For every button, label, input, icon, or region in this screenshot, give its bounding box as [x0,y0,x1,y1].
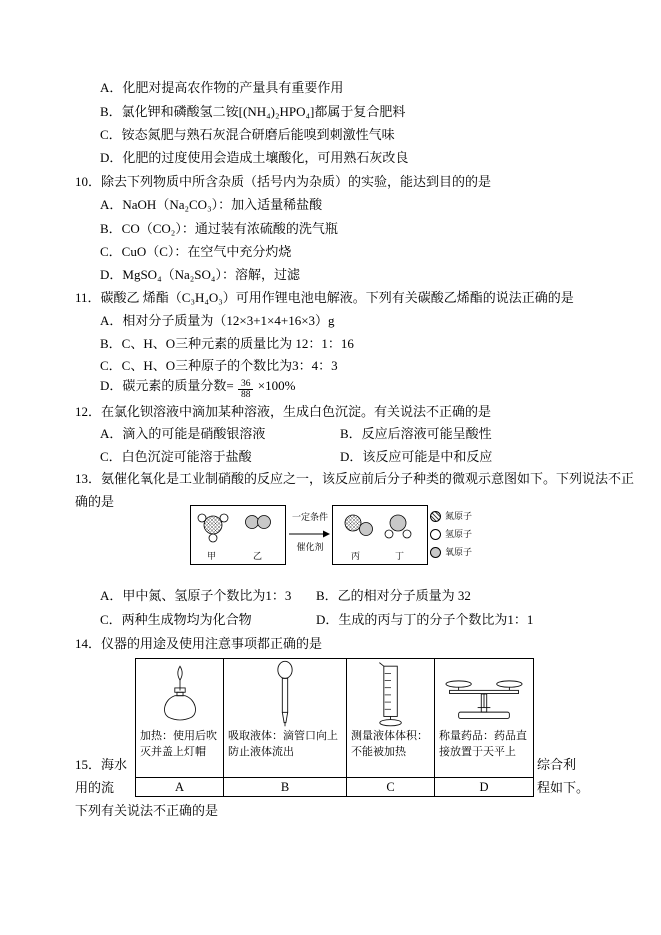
fraction-numerator: 36 [238,379,254,390]
q9-option-a: A．化肥对提高农作物的产量具有重要作用 [100,80,344,95]
q13-reactants-box [190,505,286,565]
q10-stem: 10．除去下列物质中所含杂质（括号内为杂质）的实验，能达到目的的是 [75,174,492,189]
label-ding: 丁 [395,551,405,561]
reaction-arrow-icon [289,529,331,539]
label-jia: 甲 [207,551,217,561]
q15-frag-right2: 程如下。 [537,780,590,795]
cell-b [224,659,347,778]
dropper-icon [224,659,346,729]
cell-a [136,659,224,778]
q11-stem: 11．碳酸乙 烯酯（C₃H₄O₃）可用作锂电池电解液。下列有关碳酸乙烯酯的说法正确的是 [75,290,574,305]
product-molecules-icon [333,506,427,564]
q13-stem-line2: 确的是 [75,494,115,509]
cell-c-text: 测量液体体积：不能被加热 [351,730,428,758]
q9-option-b: B．氯化钾和磷酸氢二铵[(NH₄)₂HPO₄]都属于复合肥料 [100,104,406,119]
q13-option-b: B．乙的相对分子质量为 32 [316,588,471,603]
oxygen-legend-label: 氧原子 [445,546,473,557]
q9-option-d: D．化肥的过度使用会造成土壤酸化，可用熟石灰改良 [100,150,409,165]
q12-stem: 12．在氯化钡溶液中滴加某种溶液，生成白色沉淀。有关说法不正确的是 [75,404,492,419]
q10-option-c: C．CuO（C）：在空气中充分灼烧 [100,244,292,259]
q11-option-b: B．C、H、O三种元素的质量比为 12：1：16 [100,336,354,351]
q15-frag-left2: 用的流 [75,780,115,795]
q15-last-line: 下列有关说法不正确的是 [75,803,219,818]
equipment-row [136,659,534,778]
nitrogen-atom-icon [430,511,441,522]
cell-d-text: 称量药品：药品直接放置于天平上 [439,730,527,758]
q10-option-a: A．NaOH（Na₂CO₃）：加入适量稀盐酸 [100,197,323,212]
atom-legend [430,507,472,561]
q12-option-d: D．该反应可能是中和反应 [340,449,493,464]
letter-row [136,778,534,797]
q9-option-c: C．铵态氮肥与熟石灰混合研磨后能嗅到刺激性气味 [100,127,395,142]
q14-stem: 14．仪器的用途及使用注意事项都正确的是 [75,636,323,651]
q15-frag-right1: 综合利 [537,757,577,772]
oxygen-atom-icon [430,547,441,558]
q10-option-b: B．CO（CO₂）：通过装有浓硫酸的洗气瓶 [100,221,338,236]
cell-d [435,659,534,778]
q13-option-a: A．甲中氮、氢原子个数比为1：3 [100,588,292,603]
q11-option-d [100,378,295,400]
reactant-molecules-icon [191,506,285,564]
q15-frag-left1: 15．海水 [75,757,128,772]
q11-option-d-suffix: ×100% [254,378,296,393]
q13-products-box [332,505,428,565]
balance-icon [435,659,533,729]
cell-b-text: 吸取液体：滴管口向上防止液体流出 [228,730,338,758]
q11-option-a: A．相对分子质量为（12×3+1×4+16×3）g [100,313,335,328]
label-bing: 丙 [351,551,361,561]
graduated-cylinder-icon [347,659,434,729]
letter-c: C [347,778,435,797]
hydrogen-atom-icon [430,529,441,540]
legend-row-hydrogen [430,525,472,543]
q14-equipment-table [135,658,534,797]
hydrogen-legend-label: 氢原子 [445,528,473,539]
catalyst-label: 催化剂 [296,542,324,552]
letter-b: B [224,778,347,797]
condition-label: 一定条件 [291,512,328,522]
q13-stem-line1: 13．氨催化氧化是工业制硝酸的反应之一，该反应前后分子种类的微观示意图如下。下列说法不正 [75,471,635,486]
label-yi: 乙 [253,551,263,561]
q12-option-c: C．白色沉淀可能溶于盐酸 [100,449,252,464]
q11-option-c: C．C、H、O三种原子的个数比为3：4：3 [100,358,338,373]
fraction-denominator: 88 [240,390,251,400]
nitrogen-legend-label: 氮原子 [445,510,473,521]
letter-d: D [435,778,534,797]
letter-a: A [136,778,224,797]
alcohol-lamp-icon [136,659,223,729]
q12-option-a: A．滴入的可能是硝酸银溶液 [100,426,266,441]
q13-option-d: D．生成的丙与丁的分子个数比为1：1 [316,612,534,627]
cell-c [347,659,435,778]
mass-fraction [238,379,254,401]
q11-option-d-prefix: D．碳元素的质量分数= [100,378,237,393]
q10-option-d: D．MgSO₄（Na₂SO₄）：溶解，过滤 [100,267,300,282]
q12-option-b: B．反应后溶液可能呈酸性 [340,426,492,441]
q13-option-c: C．两种生成物均为化合物 [100,612,252,627]
cell-a-text: 加热：使用后吹灭并盖上灯帽 [140,730,217,758]
legend-row-nitrogen [430,507,472,525]
legend-row-oxygen [430,543,472,561]
